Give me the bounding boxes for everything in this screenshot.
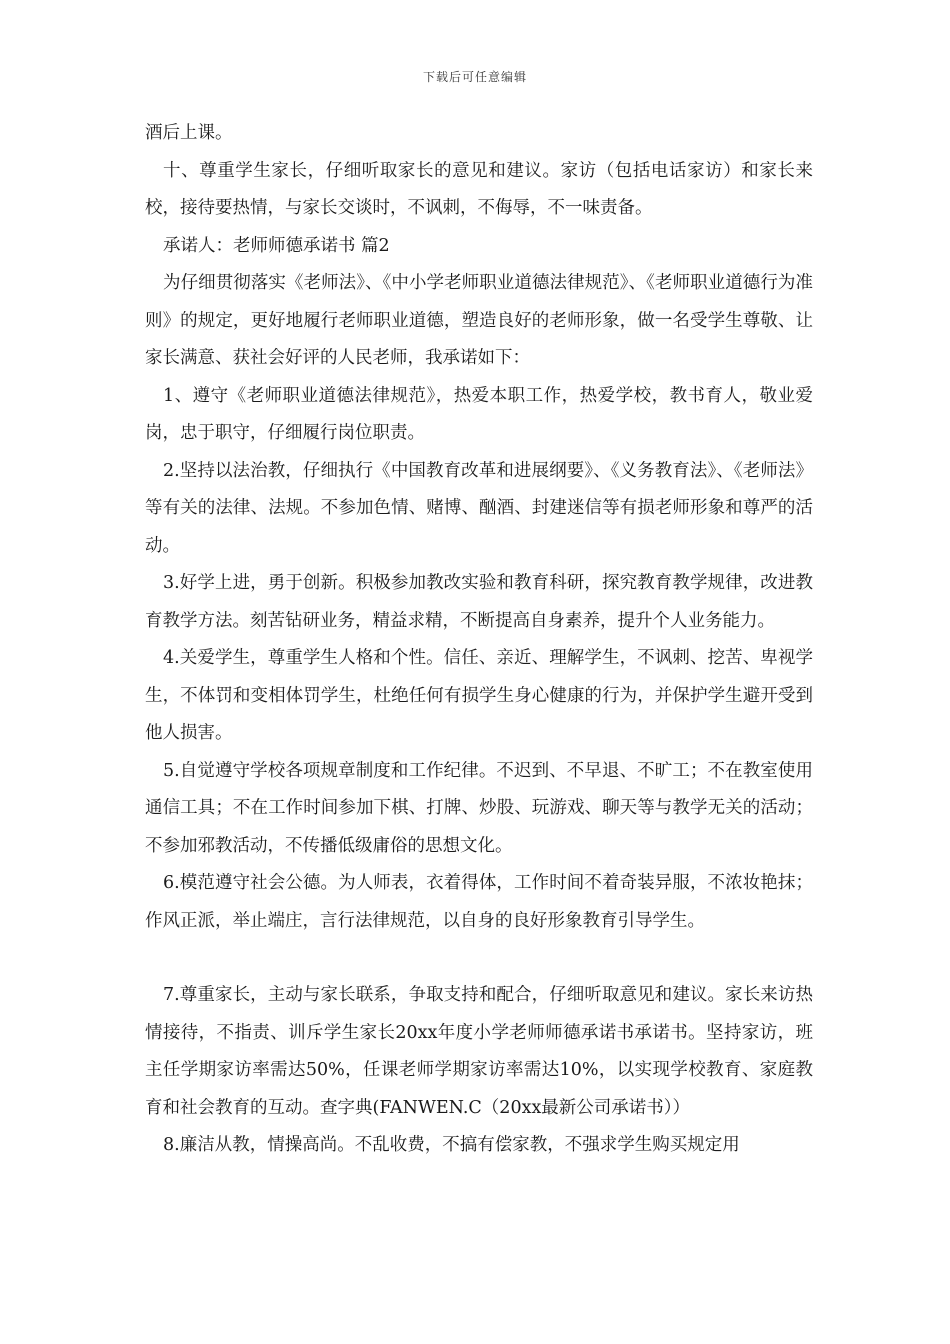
paragraph-6: 2.坚持以法治教，仔细执行《中国教育改革和进展纲要》、《义务教育法》、《老师法》等有关的法律、法规。不参加色情、赌博、酗酒、封建迷信等有损老师形象和尊严的活动。 [145,460,813,556]
paragraph-5: 1、遵守《老师职业道德法律规范》，热爱本职工作，热爱学校，教书育人，敬业爱岗，忠于职守，仔细履行岗位职责。 [145,385,813,443]
paragraph-11: 7.尊重家长，主动与家长联系，争取支持和配合，仔细听取意见和建议。家长来访热情接待，不指责、训斥学生家长20xx年度小学老师师德承诺书承诺书。坚持家访，班主任学期家访率需达50%，任课老师学期家访率需达10%，以实现学校教育、家庭教育和社会教育的互动。查字典(FANWEN.C（20xx最新公司承诺书）） [145,985,813,1118]
paragraph-1: 酒后上课。 [145,123,233,143]
paragraph-10: 6.模范遵守社会公德。为人师表，衣着得体，工作时间不着奇装异服，不浓妆艳抹；作风正派，举止端庄，言行法律规范，以自身的良好形象教育引导学生。 [145,873,813,931]
paragraph-8: 4.关爱学生，尊重学生人格和个性。信任、亲近、理解学生，不讽刺、挖苦、卑视学生，不体罚和变相体罚学生，杜绝任何有损学生身心健康的行为，并保护学生避开受到他人损害。 [145,648,813,743]
document-body [145,115,813,1165]
paragraph-7: 3.好学上进，勇于创新。积极参加教改实验和教育科研，探究教育教学规律，改进教育教学方法。刻苦钻研业务，精益求精，不断提高自身素养，提升个人业务能力。 [145,573,813,631]
paragraph-4: 为仔细贯彻落实《老师法》、《中小学老师职业道德法律规范》、《老师职业道德行为准则》的规定，更好地履行老师职业道德，塑造良好的老师形象，做一名受学生尊敬、让家长满意、获社会好评的人民老师，我承诺如下： [145,273,813,368]
page-header: 下载后可任意编辑 [422,70,527,84]
paragraph-12: 8.廉洁从教，情操高尚。不乱收费，不搞有偿家教，不强求学生购买规定用 [163,1135,740,1155]
paragraph-2: 十、尊重学生家长，仔细听取家长的意见和建议。家访（包括电话家访）和家长来校，接待要热情，与家长交谈时，不讽刺，不侮辱，不一味责备。 [145,160,813,218]
paragraph-spacer [145,940,813,977]
paragraph-9: 5.自觉遵守学校各项规章制度和工作纪律。不迟到、不早退、不旷工；不在教室使用通信工具；不在工作时间参加下棋、打牌、炒股、玩游戏、聊天等与教学无关的活动；不参加邪教活动，不传播低级庸俗的思想文化。 [145,760,813,856]
paragraph-3: 承诺人：老师师德承诺书 篇2 [163,235,390,256]
